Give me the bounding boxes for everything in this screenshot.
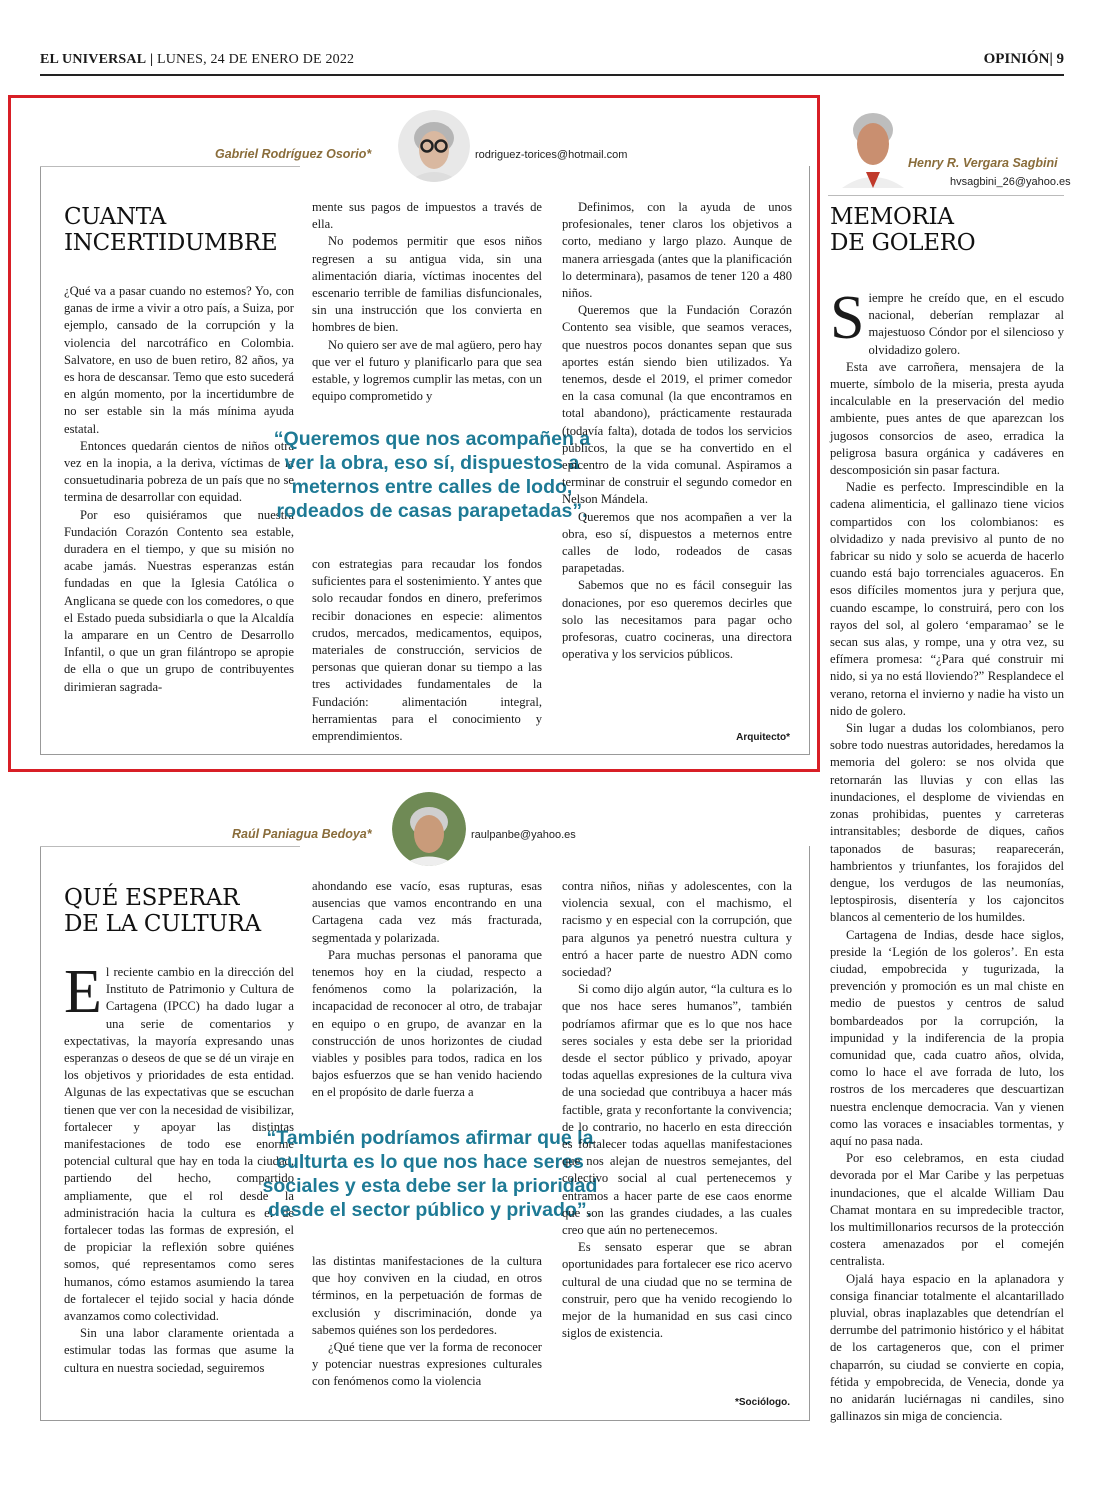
paragraph: No podemos permitir que esos niños regresen a su antigua vida, sin una alimentación diaria, víctimas inocentes del escenario terrible de familias disfuncionales, sin una instrucción que los convierta en hombres de bien. (312, 234, 542, 335)
section-label: OPINIÓN| 9 (983, 51, 1064, 67)
drop-cap: E (64, 958, 102, 1026)
rule (828, 195, 1064, 196)
paragraph: No quiero ser ave de mal agüero, pero hay que ver el futuro y planificarlo para que sea estable, y logremos cumplir las metas, con un equipo comprometido y (312, 337, 542, 404)
rule (40, 846, 300, 847)
article-column (562, 199, 792, 663)
paragraph: con estrategias para recaudar los fondos suficientes para el sostenimiento. Y antes que solo recaudar fondos en dinero, preferimos recibir donaciones en especie: alimentos crudos, mercados, medicamentos, equipos, materiales de construcción, servicios de personas que quieran donar su tiempo a las tres actividades fundamentales de la Fundación: alimentación integral, herramientas para el conocimiento y emprendimientos. (312, 557, 542, 744)
article-column (312, 1253, 542, 1391)
author-email: rodriguez-torices@hotmail.com (475, 149, 628, 161)
author-photo (838, 104, 908, 188)
paragraph: Esta ave carroñera, mensajera de la muerte, símbolo de la miseria, presta ayuda incalculable en la preservación del medio ambiente, pues antes de que aparezcan los jugosos consorcios de aseo, erradica la peligrosa basura orgánica y cadáveres en descomposición sin pasar factura. (830, 359, 1064, 478)
paragraph: Por eso quisiéramos que nuestra Fundación Corazón Contento sea estable, duradera en el tiempo, y que su misión no acabe jamás. Nuestras esperanzas están fundadas en que la Iglesia Católica o Anglicana se quede con los comedores, o que el Estado pueda subsidiarla o que la Alcaldía la amparare en un Centro de Desarrollo Infantil, o que un gran filántropo se apropie de ella o que un grupo de contribuyentes dirimieran sagrada- (64, 507, 294, 694)
headline-line-1: CUANTA (64, 204, 166, 230)
article-column (312, 556, 542, 745)
article-column (312, 878, 542, 1102)
paragraph: l reciente cambio en la dirección del Instituto de Patrimonio y Cultura de Cartagena (IPCC) ha dado lugar a una serie de comentarios y expectativas, la mayoría expresando unas esperanzas o deseos de que se dé un viraje en los objetivos y prioridades de esta entidad. Algunas de las expectativas que se escuchan tienen que ver con la necesidad de visibilizar, fortalecer y apoyar las distintas manifestaciones de todo ese enorme potencial cultural que hay en toda la ciudad, partiendo del hecho, compartido ampliamente, que el rol desde la administración hacia la cultura es el de fortalecer todas las formas de expresión, el de propiciar la reflexión sobre quiénes somos, qué representamos como seres humanos, cómo estamos asumiendo la tarea de fortalecer el tejido social y hacia dónde avanzamos como colectividad. (64, 965, 294, 1324)
author-photo (398, 110, 470, 182)
paragraph: ¿Qué tiene que ver la forma de reconocer y potenciar nuestras expresiones culturales con fenómenos como la violencia (312, 1340, 542, 1389)
rule (40, 166, 300, 167)
pull-quote: “Queremos que nos acompañen a ver la obra, eso sí, dispuestos a meternos entre calles de lodo, rodeados de casas parapetadas”. (273, 428, 591, 522)
headline-line-2: DE GOLERO (830, 230, 976, 256)
headline-line-2: DE LA CULTURA (64, 911, 261, 937)
pull-quote: “También podríamos afirmar que la culturta es lo que nos hace seres sociales y esta debe ser la prioridad desde el sector público y privado”. (262, 1127, 598, 1221)
paragraph: Ojalá haya espacio en la aplanadora y consiga financiar totalmente el alcantarillado pluvial, obras inaplazables que detendrían el derrumbe del patrimonio histórico y el hábitat de los cartageneros que, con el primer chaparrón, su ciudad se convierte en copia, fétida y empobrecida, de Venecia, donde ya no anidarán luciérnagas ni candiles, sino gallinazos sin miga de conciencia. (830, 1271, 1064, 1424)
page-number: 9 (1056, 51, 1064, 67)
paragraph: Si como dijo algún autor, “la cultura es lo que nos hace seres humanos”, también podríamos afirmar que es lo que nos hace seres sociales y esta debe ser la prioridad desde el sector público y privado, apoyar todas aquellas expresiones de la cultura viva de una sociedad que contribuya a hacer más factible, grata y reconfortante la convivencia; de lo contrario, no hacerlo en esta dirección es fortalecer todas aquellas manifestaciones que nos alejan de nuestros semejantes, del colectivo social al cual pertenecemos y entramos a hacer parte de ese caos enorme que son las grandes ciudades, a las cuales creo que aún no pertenecemos. (562, 982, 792, 1238)
issue-date: LUNES, 24 DE ENERO DE 2022 (156, 52, 355, 67)
author-email: hvsagbini_26@yahoo.es (950, 176, 1071, 188)
paragraph: Sin una labor claramente orientada a estimular todas las formas que asume la cultura en nuestra sociedad, seguiremos (64, 1326, 294, 1375)
page-header (40, 48, 1064, 76)
article-column (312, 199, 542, 405)
paragraph: las distintas manifestaciones de la cultura que hoy conviven en la ciudad, en otros términos, en la perpetuación de formas de exclusión y discriminación, donde ya sabemos quiénes son los perdedores. (312, 1254, 542, 1337)
article-column (562, 878, 792, 1342)
headline-line-1: MEMORIA (830, 204, 954, 230)
paragraph: Para muchas personas el panorama que tenemos hoy en la ciudad, respecto a fenómenos como la polarización, la incapacidad de reconocer al otro, de trabajar en equipo o en grupo, de avanzar en la construcción de unos horizontes de ciudad viables y posibles para todos, radica en los bajos esfuerzos que se han venido haciendo en el propósito de darle fuerza a (312, 947, 542, 1100)
paragraph: ¿Qué va a pasar cuando no estemos? Yo, con ganas de irme a vivir a otro país, a Suiza, por ejemplo, cansado de la corrupción y la violencia del narcotráfico en Colombia. Salvatore, en uso de buen retiro, 82 años, ya es hora de descansar. Temo que esto sucederá en algún momento, por la incertidumbre de no ser estable sin la más mínima ayuda estatal. (64, 284, 294, 436)
article-column (64, 283, 294, 696)
paragraph: Sin lugar a dudas los colombianos, pero sobre todo nuestras autoridades, heredamos la memoria del golero: se nos olvida que retornarán las lluvias y con ellas las inundaciones, el desplome de viviendas en zonas prohibidas, puentes y carreteras intransitables; desborde de diques, caños taponados de basuras; reaparecerán, hambrientos y triunfantes, los forajidos del dengue, los verdugos de las neumonías, leptospirosis, disentería y los cajoncitos blancos al cementerio de los humildes. (830, 721, 1064, 925)
article-column (830, 284, 1064, 1425)
headline-line-2: INCERTIDUMBRE (64, 230, 278, 256)
section-name: OPINIÓN (983, 51, 1050, 67)
author-name: Raúl Paniagua Bedoya* (232, 827, 372, 841)
author-signature: Arquitecto* (736, 732, 790, 743)
paragraph: mente sus pagos de impuestos a través de ella. (312, 200, 542, 232)
headline (64, 204, 277, 256)
paragraph: iempre he creído que, en el escudo nacional, deberían remplazar al majestuoso Cóndor por el silencioso y olvidadizo golero. (868, 291, 1064, 357)
author-email: raulpanbe@yahoo.es (471, 829, 576, 841)
paragraph: Definimos, con la ayuda de unos profesionales, tener claros los objetivos a corto, mediano y largo plazo. Aunque de manera arriesgada (antes que la planificación lo determinara), pasamos de tener 120 a 480 niños. (562, 200, 792, 301)
paragraph: Cartagena de Indias, desde hace siglos, preside la ‘Legión de los goleros’. En esta ciudad, empobrecida y tugurizada, la prevención y promoción es un mal chiste en medio de puestos y centros de salud bombardeados por la corrupción, la impunidad y la indiferencia de la propia comunidad que, cada cuatro años, olvida, como lo hace el ave forrada de luto, los rostros de los mercaderes que descuartizan nuestra enclenque democracia. Van y vienen como las voraces e insaciables tormentas, y aquí no pasa nada. (830, 927, 1064, 1148)
paragraph: Sabemos que no es fácil conseguir las donaciones, por eso queremos decirles que solo las necesitamos para pagar ocho profesoras, cuatro cocineras, una directora operativa y los servicios públicos. (562, 578, 792, 662)
paragraph: Queremos que la Fundación Corazón Contento sea visible, que seamos veraces, que nuestros pocos donantes sepan que sus aportes están siendo bien utilizados. Ya tenemos, desde el 2019, el primer comedor en la casa comunal (la que encontramos en total abandono), prácticamente restaurada (todavía falta), dotada de todos los servicios públicos, la que se ha convertido en el epicentro de la vida comunal. Aspiramos a terminar de construir el segundo comedor en Nelson Mándela. (562, 303, 792, 507)
paper-name: EL UNIVERSAL (40, 52, 147, 67)
author-photo (392, 792, 466, 866)
paragraph: Entonces quedarán cientos de niños otra vez en la inopia, a la deriva, víctimas de la consuetudinaria pobreza de un país que no se termina de desarrollar con equidad. (64, 438, 294, 505)
paragraph: ahondando ese vacío, esas rupturas, esas ausencias que vamos encontrando en una Cartagena cada vez más fracturada, segmentada y polarizada. (312, 879, 542, 945)
author-signature: *Sociólogo. (735, 1397, 790, 1408)
paragraph: Queremos que nos acompañen a ver la obra, eso sí, dispuestos a meternos entre calles de lodo, rodeados de casas parapetadas. (562, 509, 792, 576)
paragraph: Nadie es perfecto. Imprescindible en la cadena alimenticia, el gallinazo tiene vicios compartidos con los colombianos: es olvidadizo y nada previsivo al punto de no fabricar su nido y solo se acuerda de hacerlo cuando está bajo torrenciales aguaceros. En esos difíciles momentos jura y perjura que, cuando escampe, lo construirá, pero con los rayos del sol, al golero ‘emparamao’ se le secan sus alas, y rompe, una y otra vez, su efímera promesa: “¿Para qué construir mi nido, si ya no está lloviendo?” Resplandece el verano, retorna el invierno y nadie ha visto un nido de golero. (830, 480, 1064, 718)
author-name: Henry R. Vergara Sagbini (908, 156, 1058, 170)
paragraph: Por eso celebramos, en esta ciudad devorada por el Mar Caribe y las perpetuas inundaciones, que el alcalde William Dau Chamat montara en su impredecible tractor, los multimillonarios recursos de la protección costera amenazados por el comején centralista. (830, 1151, 1064, 1269)
headline-line-1: QUÉ ESPERAR (64, 885, 240, 911)
drop-cap: S (830, 284, 865, 352)
author-name: Gabriel Rodríguez Osorio* (215, 147, 372, 161)
paragraph: Es sensato esperar que se abran oportunidades para fortalecer ese rico acervo cultural de una ciudad que no se termina de construir, pero que ha venido recogiendo lo mejor de la humanidad en sus casi cinco siglos de existencia. (562, 1240, 792, 1341)
headline (64, 885, 261, 937)
masthead: EL UNIVERSAL | LUNES, 24 DE ENERO DE 2022 (40, 52, 355, 67)
headline (830, 204, 975, 256)
paragraph: contra niños, niñas y adolescentes, con la violencia sexual, con el machismo, el racismo y en especial con la corrupción, que para algunos ya penetró nuestra cultura y entró a hacer parte de nuestro ADN como sociedad? (562, 879, 792, 980)
